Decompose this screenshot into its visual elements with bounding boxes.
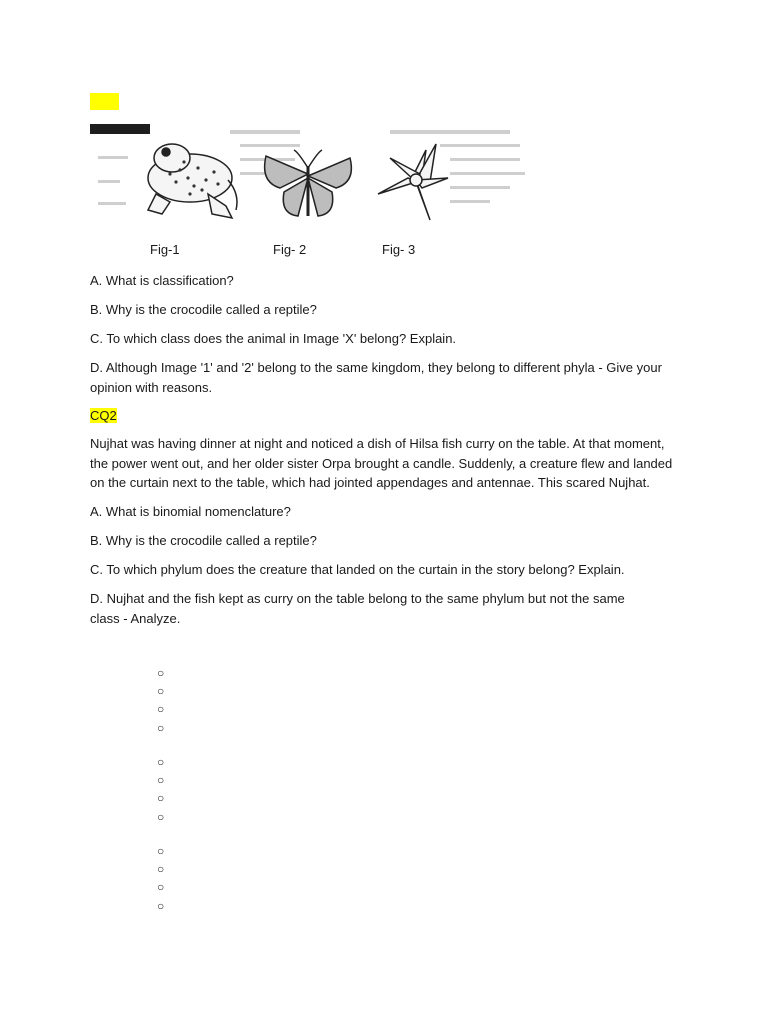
figure-strip (90, 122, 538, 226)
list-bullet: ○ (157, 773, 165, 788)
figure-label-2: Fig- 2 (273, 242, 307, 257)
cq1-question-b: B. Why is the crocodile called a reptile? (90, 302, 317, 317)
cq2-story: Nujhat was having dinner at night and noticed a dish of Hilsa fish curry on the table. At that moment, the power went out, and her older sister Orpa brought a candle. Suddenly, a creature flew and landed on the curtain next to the table, which had jointed appendages and antennae. This scared Nujhat. (90, 436, 673, 490)
empty-bullet-list-3 (157, 842, 164, 915)
empty-bullet-list-2 (157, 753, 164, 826)
list-bullet: ○ (157, 862, 165, 877)
cq2-heading (90, 406, 680, 426)
cq1-question-a: A. What is classification? (90, 273, 234, 288)
highlight-marker (90, 93, 119, 110)
cq2-question-b: B. Why is the crocodile called a reptile? (90, 533, 317, 548)
cq2-heading-text: CQ2 (90, 408, 117, 423)
cq2-question-a: A. What is binomial nomenclature? (90, 504, 291, 519)
list-bullet: ○ (157, 880, 165, 895)
list-bullet: ○ (157, 720, 165, 735)
list-bullet: ○ (157, 702, 165, 717)
list-bullet: ○ (157, 666, 165, 680)
list-bullet: ○ (157, 809, 165, 824)
list-bullet: ○ (157, 844, 165, 858)
cq2-question-d: D. Nujhat and the fish kept as curry on the table belong to the same phylum but not the same class - Analyze. (90, 591, 625, 626)
list-bullet: ○ (157, 898, 165, 913)
list-bullet: ○ (157, 684, 165, 699)
figure-label-3: Fig- 3 (382, 242, 416, 257)
list-bullet: ○ (157, 791, 165, 806)
figure-label-1: Fig-1 (150, 242, 180, 257)
cq1-question-c: C. To which class does the animal in Image 'X' belong? Explain. (90, 331, 457, 346)
cq1-question-d: D. Although Image '1' and '2' belong to the same kingdom, they belong to different phyla - Give your opinion with reasons. (90, 360, 662, 395)
list-bullet: ○ (157, 755, 165, 769)
empty-bullet-list-1 (157, 664, 164, 737)
cq2-question-c: C. To which phylum does the creature that landed on the curtain in the story belong? Explain. (90, 562, 625, 577)
